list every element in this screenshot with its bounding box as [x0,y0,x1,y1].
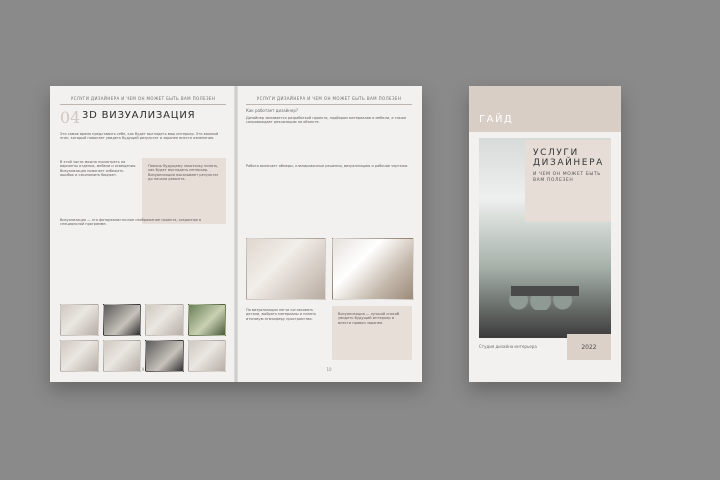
paragraph: По визуализации легче согласовать детали, выбрать материалы и понять итоговую атмосферу пространства. [246,308,317,321]
rule [246,104,412,105]
render-image [103,304,142,336]
render-image [60,304,99,336]
cover-subtitle: И ЧЕМ ОН МОЖЕТ БЫТЬ ВАМ ПОЛЕЗЕН [533,172,601,183]
interior-photo-kitchen [246,238,326,300]
table-illustration [511,286,579,296]
cover-title-box [525,140,611,222]
question-label: Как работает дизайнер? [246,108,299,113]
right-page [236,86,422,382]
open-brochure [50,86,422,382]
cover-year: 2022 [567,334,611,360]
cover-footer-text: Студия дизайна интерьера [479,344,537,349]
paragraph: Визуализация — это фотореалистичное изображение проекта, созданное в специальной программе. [60,218,202,227]
page-number: 9 [141,367,145,372]
running-head: УСЛУГИ ДИЗАЙНЕРА И ЧЕМ ОН МОЖЕТ БЫТЬ ВАМ ПОЛЕЗЕН [256,96,402,101]
interior-photo-living-room [332,238,414,300]
running-head: УСЛУГИ ДИЗАЙНЕРА И ЧЕМ ОН МОЖЕТ БЫТЬ ВАМ ПОЛЕЗЕН [70,96,216,101]
callout-box: Помочь будущему заказчику понять, как будет выглядеть интерьер. Визуализация показывает результат до начала ремонта. [142,158,226,224]
cover-guide-label: ГАЙД [479,114,514,125]
cover-title: УСЛУГИ ДИЗАЙНЕРА [533,148,604,168]
render-image [188,304,227,336]
cover-top-band [469,86,621,132]
rule [60,104,226,105]
cover-footer [479,330,611,366]
left-page [50,86,236,382]
paragraph: Дизайнер занимается разработкой проекта, подбором материалов и мебели, а также сопровождает реализацию на объекте. [246,116,407,125]
section-title: 3D ВИЗУАЛИЗАЦИЯ [82,110,196,121]
section-number: 04 [60,108,81,127]
cover [469,86,621,382]
paragraph: Это самое время представить себе, как будет выглядеть ваш интерьер. Это важный этап, который помогает увидеть будущий результат и заранее внести изменения. [60,132,219,141]
render-image [145,304,184,336]
callout-box: Визуализация — лучший способ увидеть будущий интерьер и внести правки заранее. [332,306,412,360]
page-number: 10 [326,367,332,372]
paragraph: Работа включает обмеры, планировочные решения, визуализацию и рабочие чертежи. [246,164,409,168]
image-grid [60,304,226,372]
paragraph: В этой части можно посмотреть на варианты отделки, мебели и освещения. Визуализация помогает избежать ошибок и сэкономить бюджет. [60,160,137,177]
